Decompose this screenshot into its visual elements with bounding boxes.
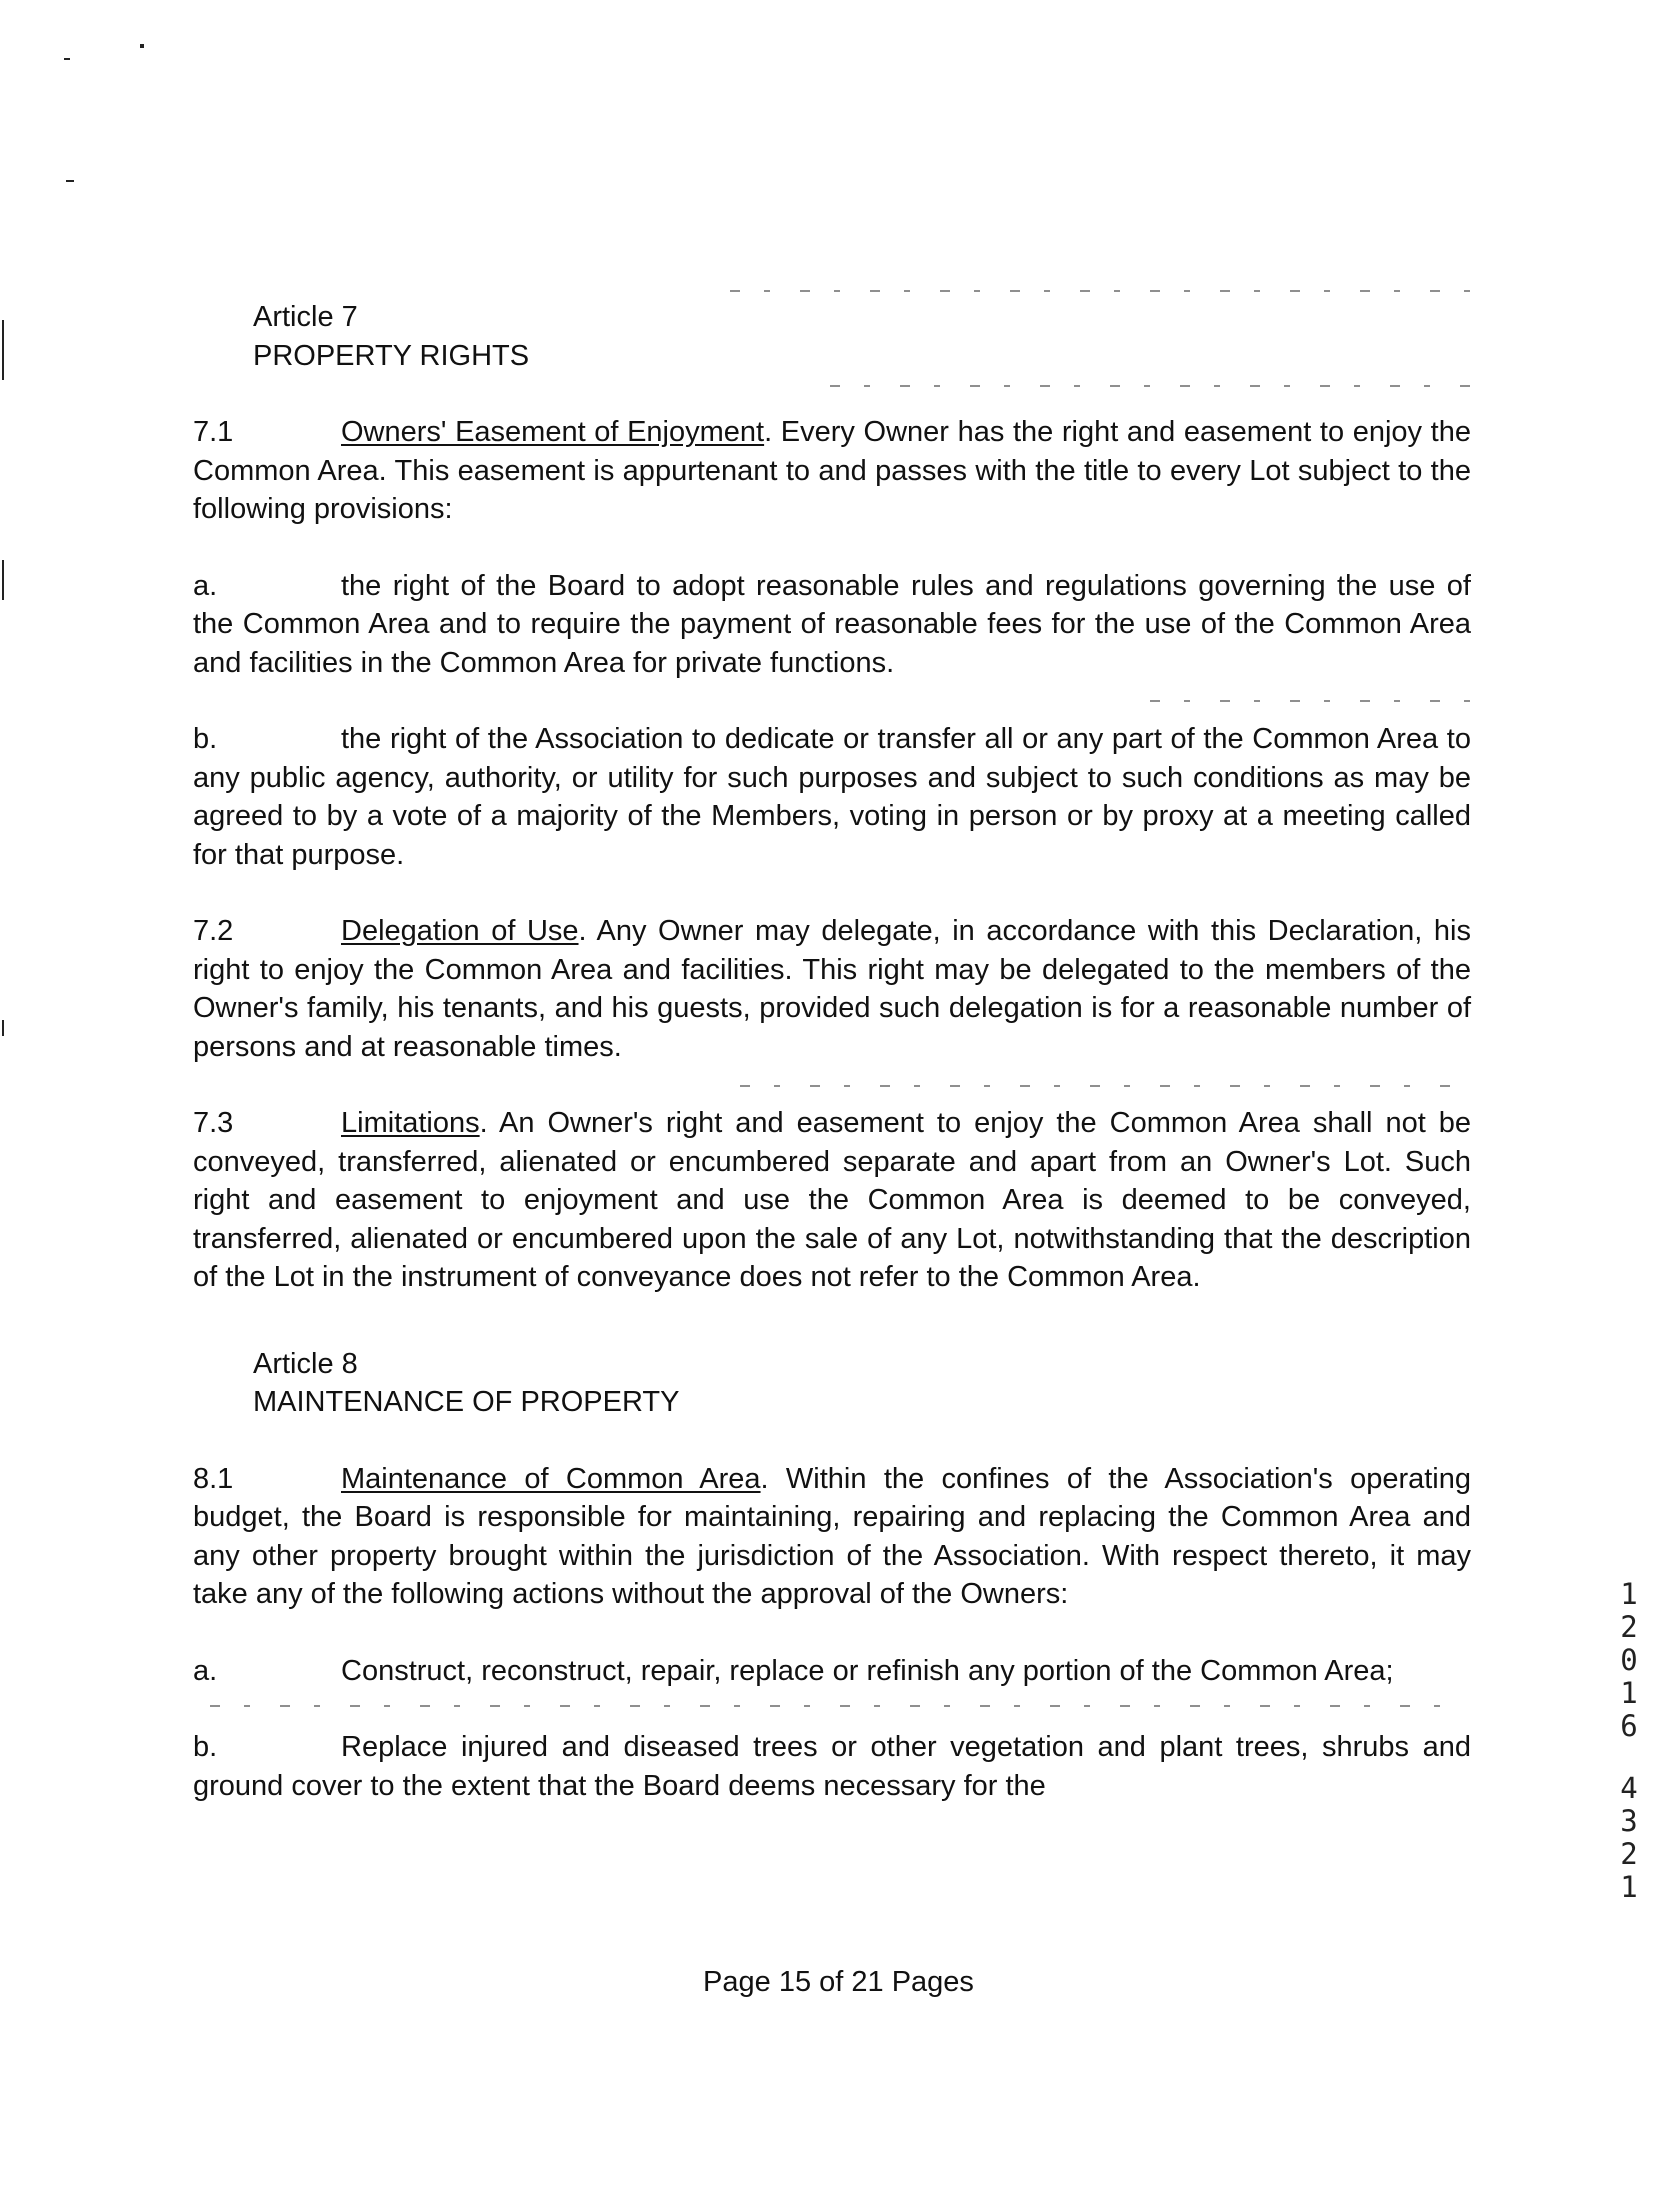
- section-text: . Within the confines of the Association's operating budget, the Board is responsible for maintaining, repairing and replacing the Common Area and any other property brought within the jurisdiction of the Association. With respect thereto, it may take any of the following actions without the approval of the Owners:: [193, 1462, 1471, 1610]
- section-7-1-b: [193, 720, 1471, 874]
- item-text: the right of the Association to dedicate or transfer all or any part of the Common Area to any public agency, authority, or utility for such purposes and subject to such conditions as may be agreed to by a vote of a majority of the Members, voting in person or by proxy at a meeting called for that purpose.: [193, 723, 1471, 871]
- scan-speck: [2, 1020, 4, 1036]
- article-title: PROPERTY RIGHTS: [253, 339, 530, 372]
- section-number: 7.1: [193, 416, 234, 448]
- item-label: b.: [193, 1731, 218, 1763]
- recording-digit: 4: [1620, 1771, 1638, 1805]
- section-7-1-a: [193, 567, 1471, 683]
- section-number: 7.2: [193, 915, 234, 947]
- section-8-1-a: [193, 1652, 1471, 1691]
- item-text: Replace injured and diseased trees or other vegetation and plant trees, shrubs and ground cover to the extent that the Board deems necessary for the: [193, 1731, 1471, 1802]
- section-number: 8.1: [193, 1462, 234, 1495]
- article-7-heading: [253, 298, 1471, 375]
- section-title: Maintenance of Common Area: [341, 1462, 761, 1495]
- recording-digit: 3: [1620, 1804, 1638, 1838]
- recording-digit: 0: [1620, 1643, 1638, 1677]
- article-number: Article 7: [253, 301, 358, 333]
- section-title: Limitations: [341, 1107, 480, 1139]
- recording-digit: 1: [1620, 1676, 1638, 1710]
- document-body: [193, 298, 1471, 1805]
- section-7-2: [193, 912, 1471, 1066]
- article-8-heading: [253, 1345, 1471, 1422]
- item-label: a.: [193, 569, 218, 602]
- scan-speck: [140, 44, 144, 48]
- section-7-1: [193, 413, 1471, 529]
- recording-digit: 1: [1620, 1870, 1638, 1904]
- article-title: MAINTENANCE OF PROPERTY: [253, 1386, 680, 1418]
- recording-digit: 6: [1620, 1709, 1638, 1743]
- scan-speck: [2, 320, 4, 380]
- item-text: the right of the Board to adopt reasonable rules and regulations governing the use of the Common Area and to require the payment of reasonable fees for the use of the Common Area and facilities in the Common Area for private functions.: [193, 569, 1471, 679]
- item-label: b.: [193, 723, 218, 755]
- recording-number: [1614, 1578, 1644, 1904]
- section-7-3: [193, 1104, 1471, 1297]
- scan-speck: [66, 180, 74, 182]
- recording-digit: 2: [1620, 1837, 1638, 1871]
- recording-digit: 1: [1620, 1577, 1638, 1611]
- section-text: . Every Owner has the right and easement to enjoy the Common Area. This easement is appurtenant to and passes with the title to every Lot subject to the following provisions:: [193, 416, 1471, 525]
- section-text: . Any Owner may delegate, in accordance with this Declaration, his right to enjoy the Common Area and facilities. This right may be delegated to the members of the Owner's family, his tenants, and his guests, provided such delegation is for a reasonable number of persons and at reasonable times.: [193, 915, 1471, 1063]
- section-text: . An Owner's right and easement to enjoy the Common Area shall not be conveyed, transferred, alienated or encumbered separate and apart from an Owner's Lot. Such right and easement to enjoyment and use the Common Area is deemed to be conveyed, transferred, alienated or encumbered upon the sale of any Lot, notwithstanding that the description of the Lot in the instrument of conveyance does not refer to the Common Area.: [193, 1107, 1471, 1293]
- section-8-1-b: [193, 1728, 1471, 1805]
- scan-speck: [64, 58, 70, 60]
- recording-digit: 2: [1620, 1610, 1638, 1644]
- article-number: Article 8: [253, 1347, 358, 1380]
- recording-gap: [1614, 1743, 1644, 1772]
- item-text: Construct, reconstruct, repair, replace or refinish any portion of the Common Area;: [341, 1654, 1394, 1687]
- section-title: Owners' Easement of Enjoyment: [341, 416, 765, 448]
- item-label: a.: [193, 1654, 218, 1687]
- scan-speck: [2, 560, 4, 600]
- page-footer: Page 15 of 21 Pages: [703, 1966, 974, 1998]
- section-title: Delegation of Use: [341, 915, 579, 947]
- section-8-1: [193, 1460, 1471, 1614]
- scan-noise-line: [730, 290, 1470, 292]
- section-number: 7.3: [193, 1107, 234, 1139]
